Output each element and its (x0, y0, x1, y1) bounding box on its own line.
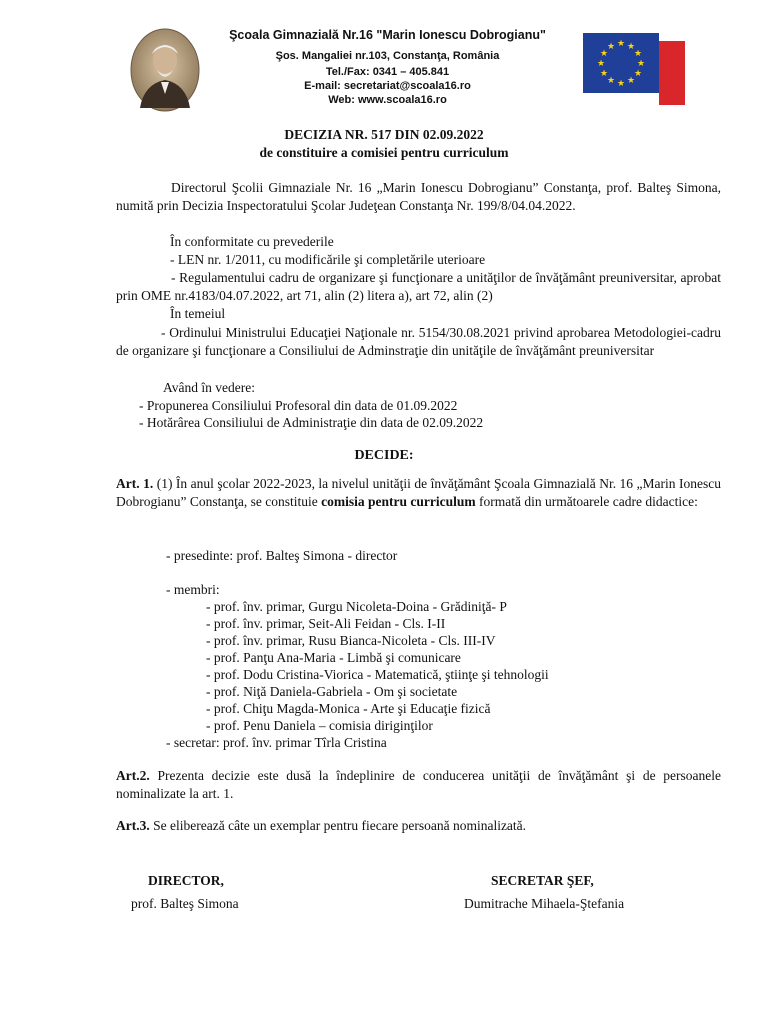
director-signature-title: DIRECTOR, (148, 873, 224, 888)
proposal-item: - Propunerea Consiliului Profesoral din data de 01.09.2022 (139, 398, 458, 413)
commission-member-item: - prof. Chiţu Magda-Monica - Arte şi Educaţie fizică (206, 701, 491, 716)
school-phone: Tel./Fax: 0341 – 405.841 (325, 66, 450, 78)
svg-text:★: ★ (633, 69, 643, 79)
school-address: Şos. Mangaliei nr.103, Constanţa, România (275, 50, 500, 62)
svg-text:★: ★ (626, 42, 636, 52)
article-2-paragraph (116, 767, 721, 803)
commission-president: - presedinte: prof. Balteş Simona - director (166, 548, 398, 563)
eu-romania-flag-logo (583, 33, 685, 105)
conformity-intro: În conformitate cu prevederile (170, 234, 334, 249)
article-1-text-after: formată din următoarele cadre didactice: (475, 494, 698, 509)
decide-heading: DECIDE: (354, 448, 414, 463)
ca-decision-item: - Hotărârea Consiliului de Administraţie din data de 02.09.2022 (139, 415, 484, 430)
article-1-label: Art. 1. (116, 476, 154, 491)
secretary-signature-title: SECRETAR ŞEF, (491, 873, 594, 888)
director-paragraph: Directorul Şcolii Gimnaziale Nr. 16 „Marin Ionescu Dobrogianu” Constanţa, prof. Balteş Simona, numită prin Decizia Inspectoratului Şcolar Judeţean Constanţa Nr. 199/8/04.04.2022. (116, 180, 721, 213)
svg-text:★: ★ (606, 76, 616, 86)
decision-subtitle: de constituire a comisiei pentru curriculum (259, 145, 509, 160)
commission-member-item: - prof. înv. primar, Gurgu Nicoleta-Doina - Grădiniţă- P (206, 599, 507, 614)
commission-member-item: - prof. Niţă Daniela-Gabriela - Om şi societate (206, 684, 458, 699)
director-signature-name: prof. Balteş Simona (131, 896, 239, 911)
decision-title: DECIZIA NR. 517 DIN 02.09.2022 (284, 127, 484, 142)
article-3-text: Se eliberează câte un exemplar pentru fiecare persoană nominalizată. (149, 818, 527, 833)
article-2-label: Art.2. (116, 768, 150, 783)
svg-text:★: ★ (606, 42, 616, 52)
article-1-bold-phrase: comisia pentru curriculum (321, 494, 476, 509)
commission-members-label: - membri: (166, 582, 220, 597)
secretary-signature-name: Dumitrache Mihaela-Ştefania (464, 896, 625, 911)
len-item: - LEN nr. 1/2011, cu modificările şi completările uterioare (170, 252, 486, 267)
regulation-item: - Regulamentului cadru de organizare şi funcţionare a unităţilor de învăţământ preuniversitar, aprobat prin OME nr.4183/04.07.2022, art 71, alin (2) litera a), art 72, alin (2) (116, 270, 721, 303)
school-web: Web: www.scoala16.ro (328, 94, 447, 106)
commission-member-item: - prof. Penu Daniela – comisia diriginţilor (206, 718, 433, 733)
ministry-order-item: - Ordinului Ministrului Educaţiei Naţionale nr. 5154/30.08.2021 privind aprobarea Metodologiei-cadru de organizare şi funcţionare a Consiliului de Adminstraţie din unităţile de învăţământ preuniversitar (116, 325, 721, 358)
svg-text:★: ★ (596, 59, 606, 69)
svg-text:★: ★ (633, 49, 643, 59)
article-1-text-before: (1) În anul şcolar 2022-2023, la nivelul unităţii de învăţământ Şcoala Gimnazială Nr. 16 „Marin Ionescu Dobrogianu” Constanţa, se constituie (116, 476, 721, 509)
svg-text:★: ★ (626, 76, 636, 86)
commission-member-item: - prof. Panţu Ana-Maria - Limbă şi comunicare (206, 650, 461, 665)
svg-text:★: ★ (599, 69, 609, 79)
basis-intro: În temeiul (170, 306, 226, 321)
svg-text:★: ★ (616, 79, 626, 89)
school-name: Şcoala Gimnazială Nr.16 "Marin Ionescu Dobrogianu" (229, 28, 546, 42)
svg-text:★: ★ (636, 59, 646, 69)
article-3-label: Art.3. (116, 818, 150, 833)
commission-secretary: - secretar: prof. înv. primar Tîrla Cristina (166, 735, 387, 750)
commission-member-item: - prof. înv. primar, Seit-Ali Feidan - Cls. I-II (206, 616, 446, 631)
commission-member-item: - prof. Dodu Cristina-Viorica - Matematică, ştiinţe şi tehnologii (206, 667, 549, 682)
article-2-text: Prezenta decizie este dusă la îndeplinire de conducerea unităţii de învăţământ şi de persoanele nominalizate la art. 1. (116, 768, 721, 801)
founder-portrait-image (130, 28, 200, 112)
article-1-paragraph (116, 475, 721, 511)
svg-text:★: ★ (616, 39, 626, 49)
commission-member-item: - prof. înv. primar, Rusu Bianca-Nicoleta - Cls. III-IV (206, 633, 496, 648)
school-email: E-mail: secretariat@scoala16.ro (304, 80, 471, 92)
svg-text:★: ★ (599, 49, 609, 59)
article-3-paragraph (116, 817, 721, 835)
considering-intro: Având în vedere: (163, 380, 255, 395)
